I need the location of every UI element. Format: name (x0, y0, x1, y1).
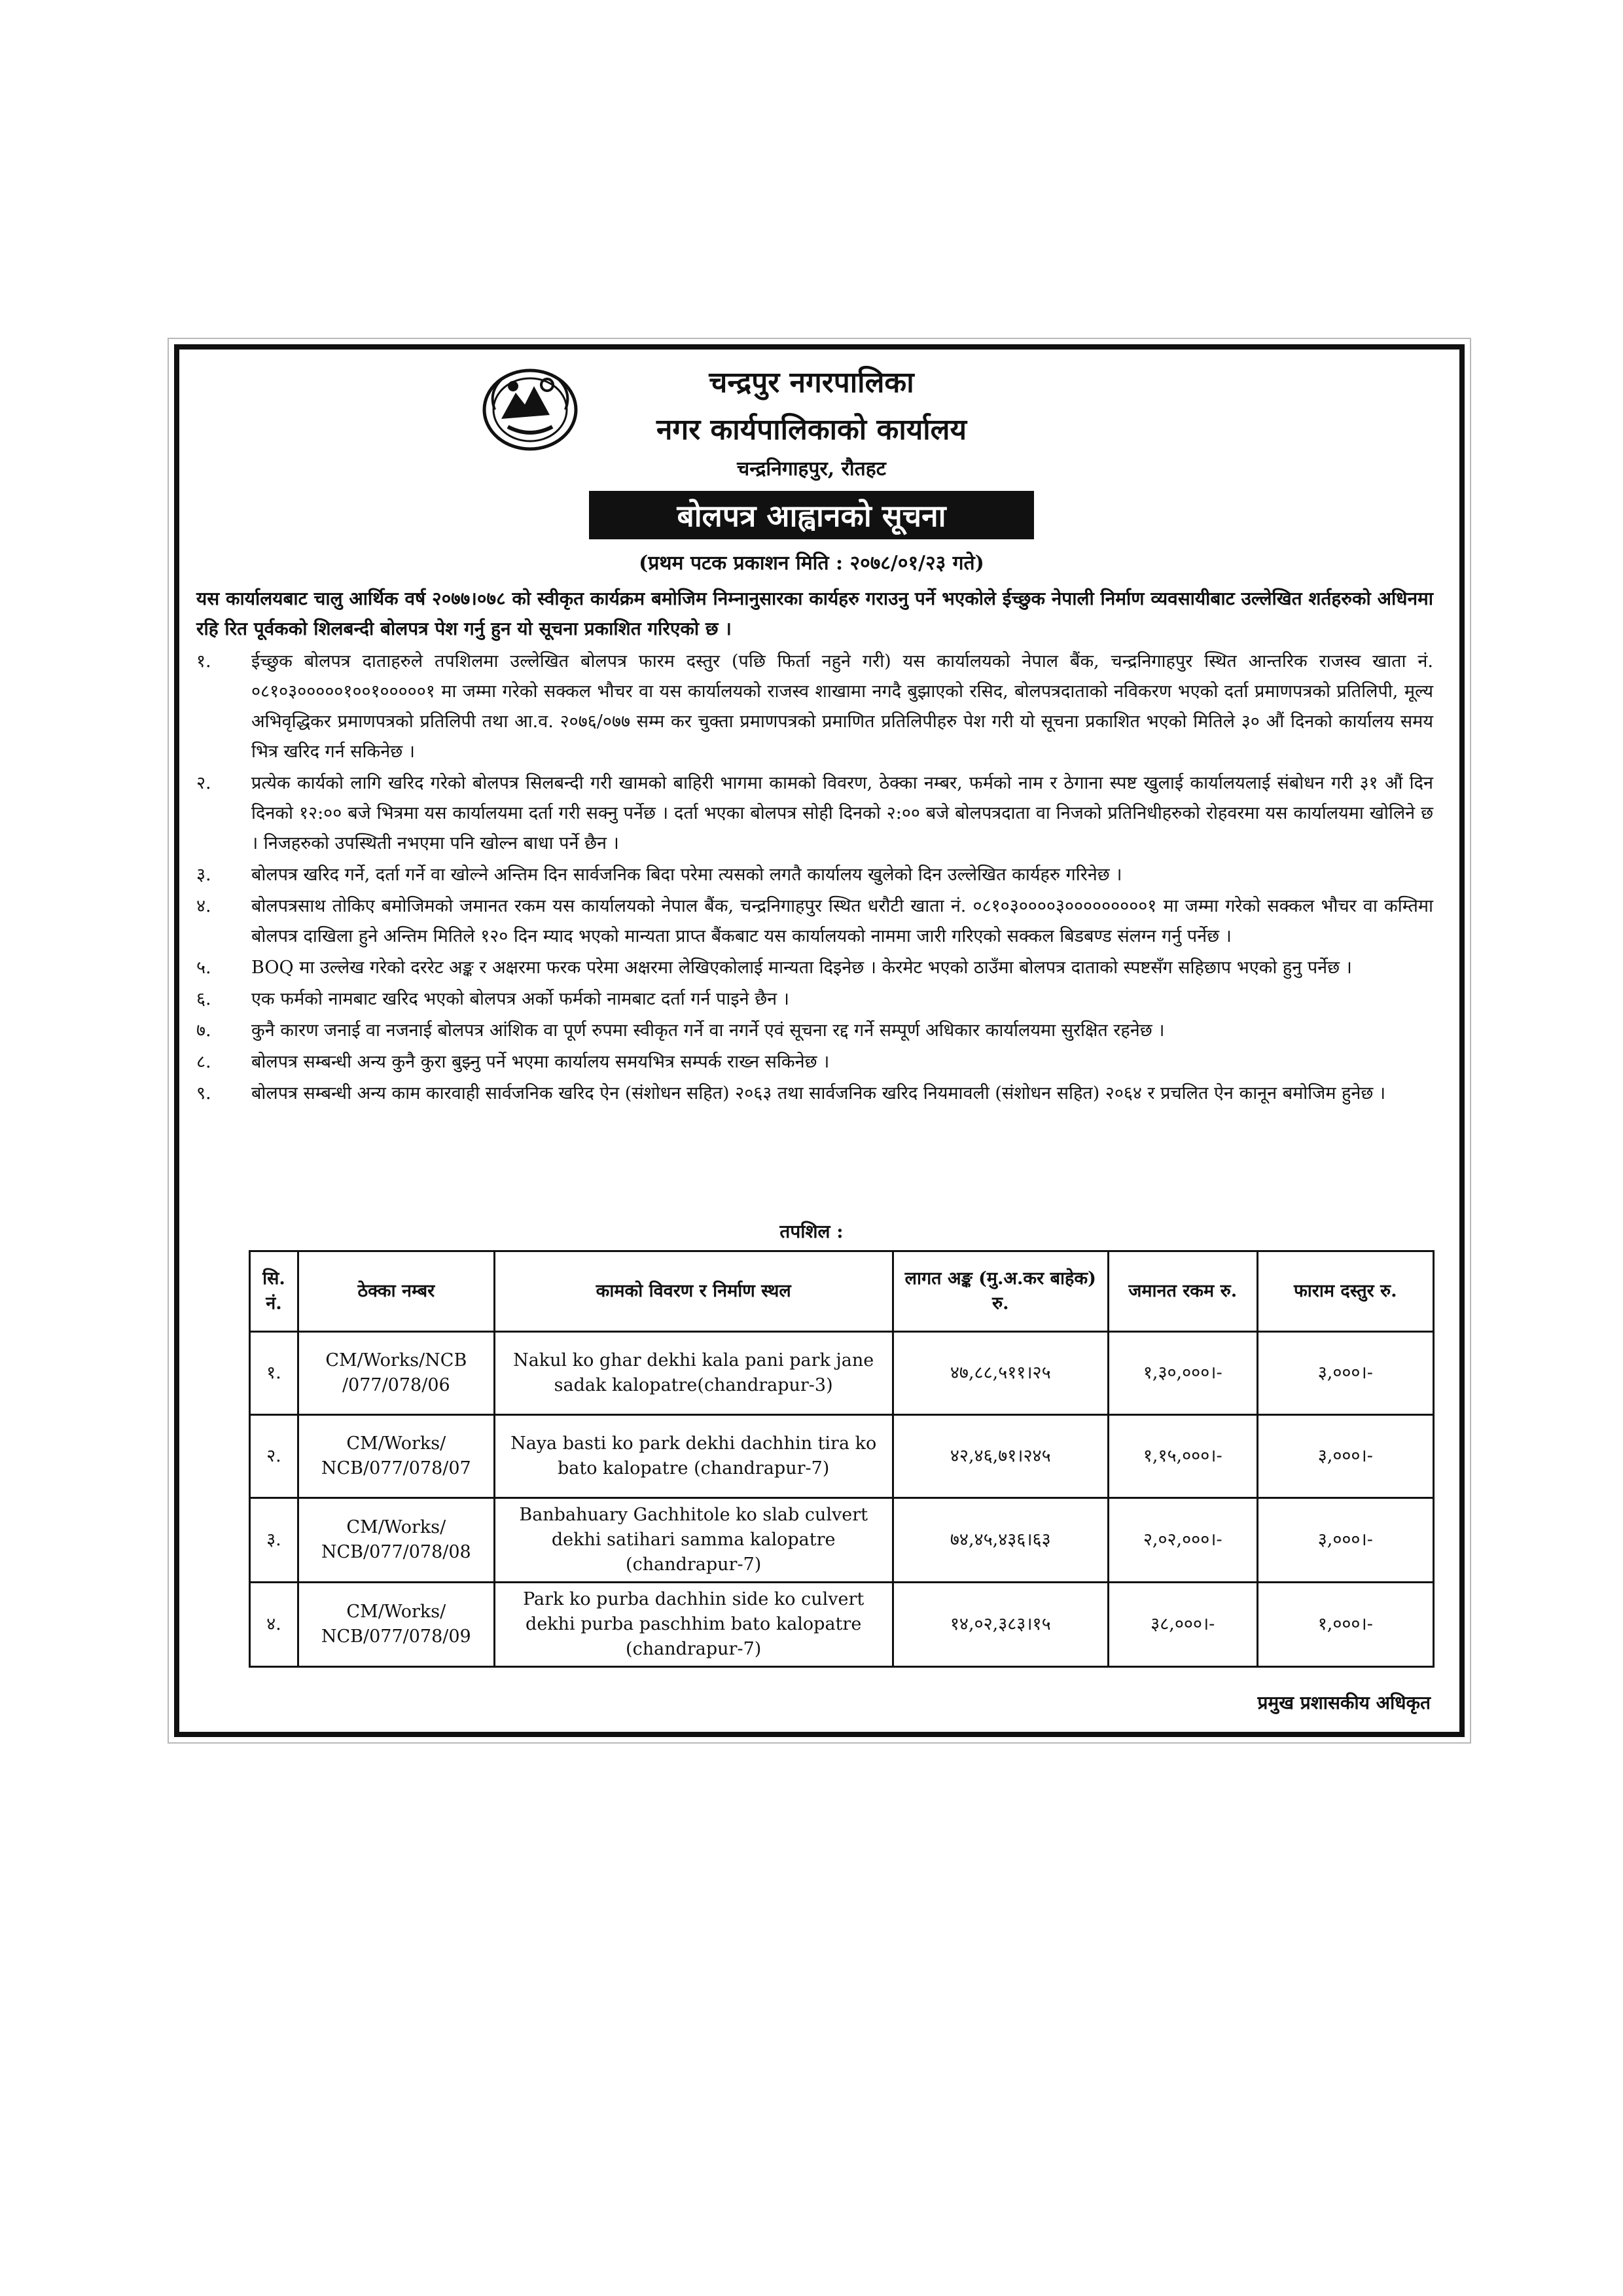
item-text: कुनै कारण जनाई वा नजनाई बोलपत्र आंशिक वा पूर्ण रुपमा स्वीकृत गर्ने वा नगर्ने एवं सूचना रद्द गर्ने सम्पूर्ण अधिकार कार्यालयमा सुरक्षित रहनेछ । (251, 1020, 1165, 1041)
item-text: बोलपत्र सम्बन्धी अन्य काम कारवाही सार्वजनिक खरिद ऐन (संशोधन सहित) २०६३ तथा सार्वजनिक खरिद नियमावली (संशोधन सहित) २०६४ र प्रचलित ऐन कानून बमोजिम हुनेछ । (251, 1083, 1386, 1103)
col-header-cost: लागत अङ्क (मु.अ.कर बाहेक) रु. (893, 1251, 1108, 1332)
table-row (250, 1583, 1434, 1667)
cell-cost: ४२,४६,७१।२४५ (893, 1415, 1108, 1498)
item-number: ९. (196, 1083, 211, 1103)
cell-contract-no: CM/Works/ NCB/077/078/07 (298, 1415, 494, 1498)
list-item (196, 891, 1433, 952)
cell-description: Park ko purba dachhin side ko culvert dekhi purba paschhim bato kalopatre (chandrapur-7) (494, 1583, 893, 1667)
item-number: ३. (196, 865, 211, 885)
cell-cost: ७४,४५,४३६।६३ (893, 1498, 1108, 1583)
item-number: ४. (196, 896, 211, 916)
col-header-description: कामको विवरण र निर्माण स्थल (494, 1251, 893, 1332)
office-name: नगर कार्यपालिकाको कार्यालय (656, 413, 967, 446)
item-text: बोलपत्र खरिद गर्ने, दर्ता गर्ने वा खोल्ने अन्तिम दिन सार्वजनिक बिदा परेमा त्यसको लगतै कार्यालय खुलेको दिन उल्लेखित कार्यहरु गरिनेछ । (251, 865, 1122, 885)
list-item (196, 953, 1433, 983)
conditions-list (196, 647, 1433, 1110)
cell-security: १,३०,०००।- (1108, 1332, 1257, 1415)
cell-cost: ४७,८८,५११।२५ (893, 1332, 1108, 1415)
item-number: ६. (196, 989, 211, 1009)
item-text: BOQ मा उल्लेख गरेको दररेट अङ्क र अक्षरमा फरक परेमा अक्षरमा लेखिएकोलाई मान्यता दिइनेछ । केरमेट भएको ठाउँमा बोलपत्र दाताको स्पष्टसँग सहिछाप भएको हुनु पर्नेछ । (251, 958, 1352, 978)
cell-serial: ३. (250, 1498, 298, 1583)
cell-serial: ४. (250, 1583, 298, 1667)
cell-security: २,०२,०००।- (1108, 1498, 1257, 1583)
item-text: बोलपत्रसाथ तोकिए बमोजिमको जमानत रकम यस कार्यालयको नेपाल बैंक, चन्द्रनिगाहपुर स्थित धरौटी खाता नं. ०८१०३००००३०००००००००१ मा जम्मा गरेको सक्कल भौचर वा कम्तिमा बोलपत्र दाखिला हुने अन्तिम मितिले १२० दिन म्याद भएको मान्यता प्राप्त बैंकबाट यस कार्यालयको नाममा जारी गरिएको सक्कल बिडबण्ड संलग्न गर्नु पर्नेछ । (251, 896, 1433, 946)
list-item (196, 768, 1433, 859)
item-text: प्रत्येक कार्यको लागि खरिद गरेको बोलपत्र सिलबन्दी गरी खामको बाहिरी भागमा कामको विवरण, ठेक्का नम्बर, फर्मको नाम र ठेगाना स्पष्ट खुलाई कार्यालयलाई संबोधन गरी ३१ औं दिन दिनको १२:०० बजे भित्रमा यस कार्यालयमा दर्ता गरी सक्नु पर्नेछ । दर्ता भएका बोलपत्र सोही दिनको २:०० बजे बोलपत्रदाता वा निजको प्रतिनिधीहरुको रोहवरमा यस कार्यालयमा खोलिने छ । निजहरुको उपस्थिती नभएमा पनि खोल्न बाधा पर्ने छैन । (251, 773, 1433, 853)
table-row (250, 1415, 1434, 1498)
list-item (196, 1016, 1433, 1046)
cell-serial: २. (250, 1415, 298, 1498)
notice-title: बोलपत्र आह्वानको सूचना (589, 491, 1034, 539)
table-row (250, 1332, 1434, 1415)
col-header-form-fee: फाराम दस्तुर रु. (1257, 1251, 1433, 1332)
cell-form-fee: ३,०००।- (1257, 1498, 1433, 1583)
item-number: ७. (196, 1020, 211, 1041)
table-caption: तपशिल : (779, 1221, 844, 1242)
col-header-security: जमानत रकम रु. (1108, 1251, 1257, 1332)
list-item (196, 1079, 1433, 1109)
cell-contract-no: CM/Works/NCB /077/078/06 (298, 1332, 494, 1415)
intro-paragraph: यस कार्यालयबाट चालु आर्थिक वर्ष २०७७।०७८ को स्वीकृत कार्यक्रम बमोजिम निम्नानुसारका कार्यहरु गराउनु पर्ने भएकोले ईच्छुक नेपाली निर्माण व्यवसायीबाट उल्लेखित शर्तहरुको अधिनमा रहि रित पूर्वकको शिलबन्दी बोलपत्र पेश गर्नु हुन यो सूचना प्रकाशित गरिएको छ । (196, 588, 1433, 639)
item-number: २. (196, 773, 211, 793)
cell-serial: १. (250, 1332, 298, 1415)
list-item (196, 647, 1433, 767)
item-number: ८. (196, 1052, 211, 1072)
cell-form-fee: ३,०००।- (1257, 1415, 1433, 1498)
cell-form-fee: १,०००।- (1257, 1583, 1433, 1667)
cell-description: Naya basti ko park dekhi dachhin tira ko bato kalopatre (chandrapur-7) (494, 1415, 893, 1498)
signatory-title: प्रमुख प्रशासकीय अधिकृत (1257, 1692, 1431, 1713)
item-text: एक फर्मको नामबाट खरिद भएको बोलपत्र अर्को फर्मको नामबाट दर्ता गर्न पाइने छैन । (251, 989, 789, 1009)
item-text: ईच्छुक बोलपत्र दाताहरुले तपशिलमा उल्लेखित बोलपत्र फारम दस्तुर (पछि फिर्ता नहुने गरी) यस कार्यालयको नेपाल बैंक, चन्द्रनिगाहपुर स्थित आन्तरिक राजस्व खाता नं. ०८१०३०००००१००१०००००१ मा जम्मा गरेको सक्कल भौचर वा यस कार्यालयको राजस्व शाखामा नगदै बुझाएको रसिद, बोलपत्रदाताको नविकरण भएको दर्ता प्रमाणपत्रको प्रतिलिपी, मूल्य अभिवृद्धिकर प्रमाणपत्रको प्रतिलिपी तथा आ.व. २०७६/०७७ सम्म कर चुक्ता प्रमाणपत्रको प्रमाणित प्रतिलिपीहरु पेश गरी यो सूचना प्रकाशित भएको मितिले ३० औं दिनको कार्यालय समय भित्र खरिद गर्न सकिनेछ । (251, 651, 1433, 762)
item-text: बोलपत्र सम्बन्धी अन्य कुनै कुरा बुझ्नु पर्ने भएमा कार्यालय समयभित्र सम्पर्क राख्न सकिनेछ । (251, 1052, 830, 1072)
cell-security: ३८,०००।- (1108, 1583, 1257, 1667)
list-item (196, 984, 1433, 1014)
cell-contract-no: CM/Works/ NCB/077/078/09 (298, 1583, 494, 1667)
col-header-contract-no: ठेक्का नम्बर (298, 1251, 494, 1332)
publication-date: (प्रथम पटक प्रकाशन मिति : २०७८/०१/२३ गते) (639, 552, 984, 575)
item-number: ५. (196, 958, 211, 978)
cell-security: १,१५,०००।- (1108, 1415, 1257, 1498)
cell-description: Nakul ko ghar dekhi kala pani park jane sadak kalopatre(chandrapur-3) (494, 1332, 893, 1415)
cell-description: Banbahuary Gachhitole ko slab culvert dekhi satihari samma kalopatre (chandrapur-7) (494, 1498, 893, 1583)
list-item (196, 1047, 1433, 1077)
item-number: १. (196, 651, 211, 672)
cell-cost: १४,०२,३८३।१५ (893, 1583, 1108, 1667)
office-address: चन्द्रनिगाहपुर, रौतहट (737, 457, 886, 480)
table-row (250, 1498, 1434, 1583)
list-item (196, 860, 1433, 890)
cell-contract-no: CM/Works/ NCB/077/078/08 (298, 1498, 494, 1583)
table-header-row (250, 1251, 1434, 1332)
cell-form-fee: ३,०००।- (1257, 1332, 1433, 1415)
tender-table (249, 1250, 1435, 1668)
col-header-serial: सि. नं. (250, 1251, 298, 1332)
municipality-name: चन्द्रपुर नगरपालिका (709, 366, 914, 399)
